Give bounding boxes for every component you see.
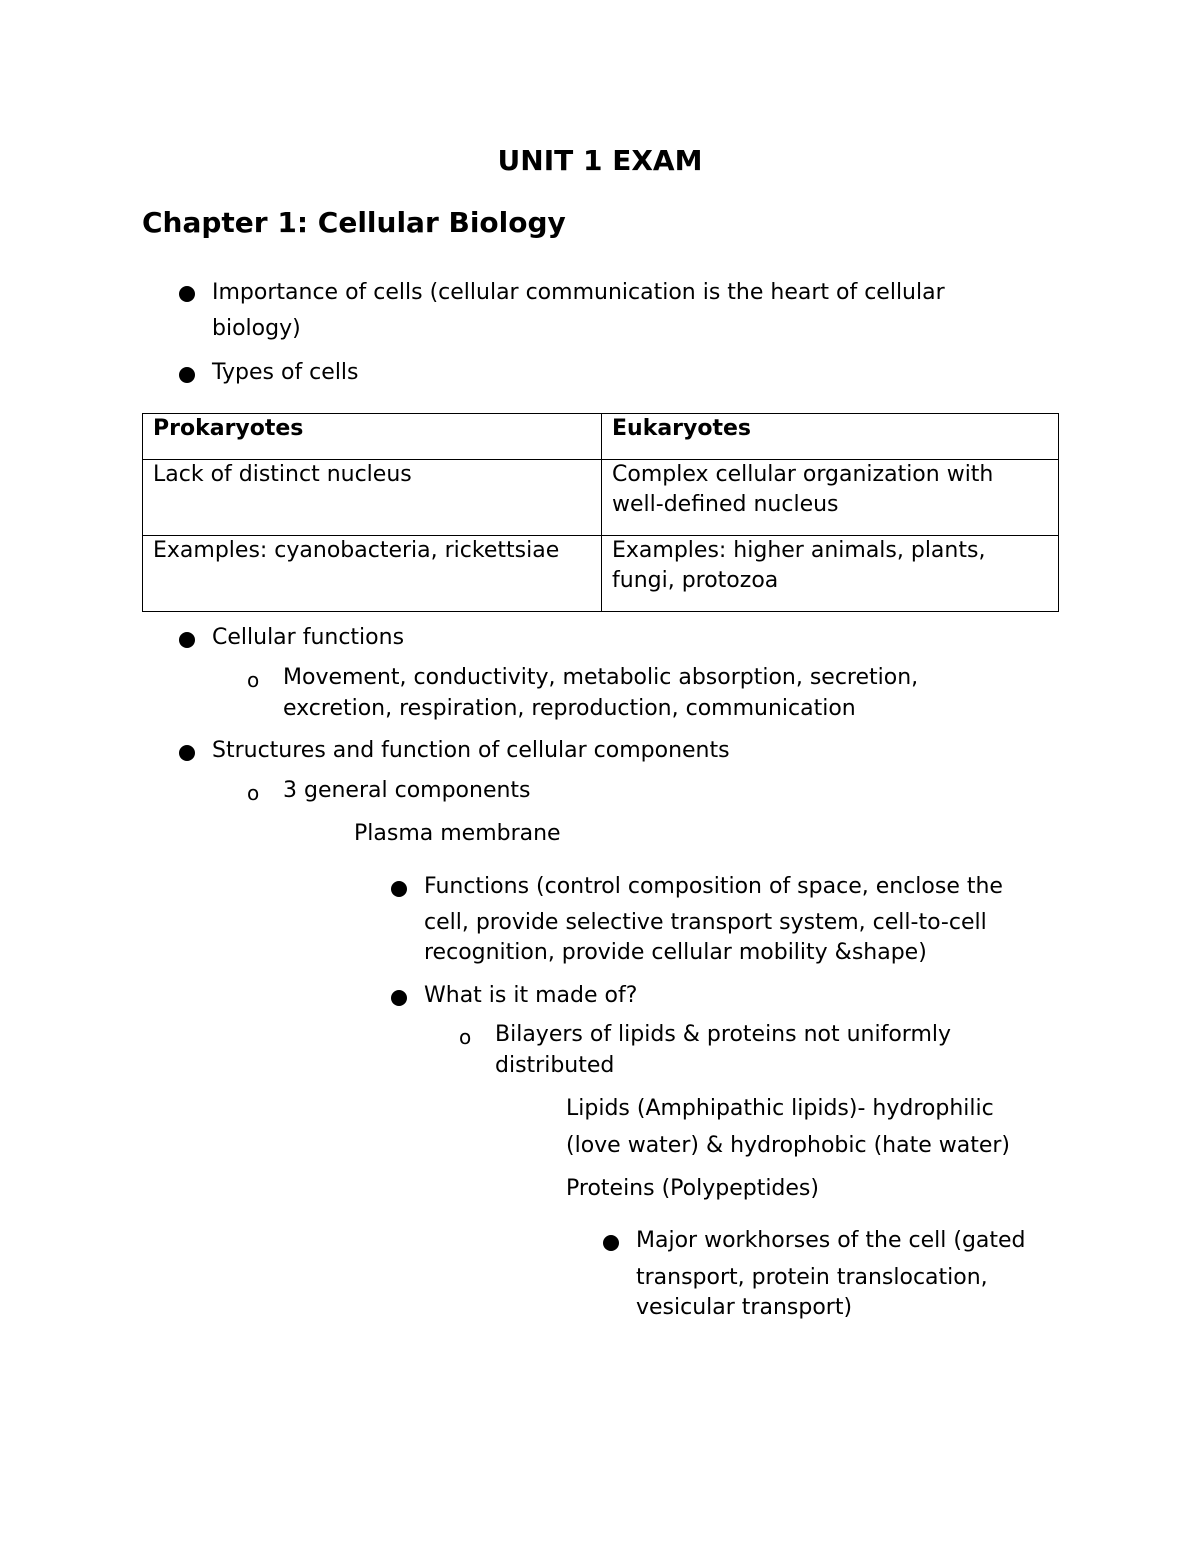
functions-line2: cell, provide selective transport system, cell-to-cell (424, 910, 987, 935)
list-item-types: Types of cells (212, 360, 359, 385)
list-item-importance-line2: biology) (212, 316, 301, 341)
bullet-dot-icon (179, 286, 195, 302)
table-cell (602, 460, 1059, 536)
sub-item-functions-line2: excretion, respiration, reproduction, communication (283, 696, 856, 721)
cell-types-table (142, 413, 1059, 612)
workhorses-line2: transport, protein translocation, (636, 1265, 988, 1290)
bullet-dot-icon (603, 1235, 619, 1251)
cell-text: Lack of distinct nucleus (153, 462, 412, 487)
list-item-structures: Structures and function of cellular components (212, 738, 730, 763)
bilayers-line2: distributed (495, 1053, 615, 1078)
bullet-dot-icon (179, 367, 195, 383)
sub-bullet-marker: o (247, 668, 260, 692)
table-cell (143, 536, 602, 612)
workhorses-line3: vesicular transport) (636, 1295, 853, 1320)
proteins-label: Proteins (Polypeptides) (566, 1176, 819, 1201)
bullet-dot-icon (391, 881, 407, 897)
table-row (143, 460, 1059, 536)
table-header-row (143, 414, 1059, 460)
cell-text-line2: fungi, protozoa (612, 568, 779, 593)
lipids-line2: (love water) & hydrophobic (hate water) (566, 1133, 1011, 1158)
table-row (143, 536, 1059, 612)
table-cell (602, 536, 1059, 612)
cell-text-line2: well-defined nucleus (612, 492, 839, 517)
table-cell (143, 460, 602, 536)
bilayers-line1: Bilayers of lipids & proteins not uniformly (495, 1022, 952, 1047)
chapter-heading: Chapter 1: Cellular Biology (142, 206, 566, 239)
made-of-question: What is it made of? (424, 983, 638, 1008)
cell-text-line1: Examples: higher animals, plants, (612, 538, 986, 563)
lipids-line1: Lipids (Amphipathic lipids)- hydrophilic (566, 1096, 994, 1121)
functions-line3: recognition, provide cellular mobility &shape) (424, 940, 927, 965)
cell-text-line1: Complex cellular organization with (612, 462, 994, 487)
bullet-dot-icon (179, 632, 195, 648)
sub-bullet-marker: o (459, 1025, 472, 1049)
page-title: UNIT 1 EXAM (497, 144, 703, 177)
sub-item-functions-line1: Movement, conductivity, metabolic absorption, secretion, (283, 665, 919, 690)
list-item-cellular-functions: Cellular functions (212, 625, 405, 650)
table-header-eukaryotes: Eukaryotes (602, 414, 1059, 460)
sub-bullet-marker: o (247, 781, 260, 805)
bullet-dot-icon (179, 745, 195, 761)
functions-line1: Functions (control composition of space, enclose the (424, 874, 1003, 899)
bullet-dot-icon (391, 990, 407, 1006)
workhorses-line1: Major workhorses of the cell (gated (636, 1228, 1026, 1253)
plasma-membrane-label: Plasma membrane (354, 821, 561, 846)
table-header-prokaryotes: Prokaryotes (143, 414, 602, 460)
cell-text: Examples: cyanobacteria, rickettsiae (153, 538, 560, 563)
sub-item-components: 3 general components (283, 778, 531, 803)
list-item-importance-line1: Importance of cells (cellular communication is the heart of cellular (212, 280, 945, 305)
